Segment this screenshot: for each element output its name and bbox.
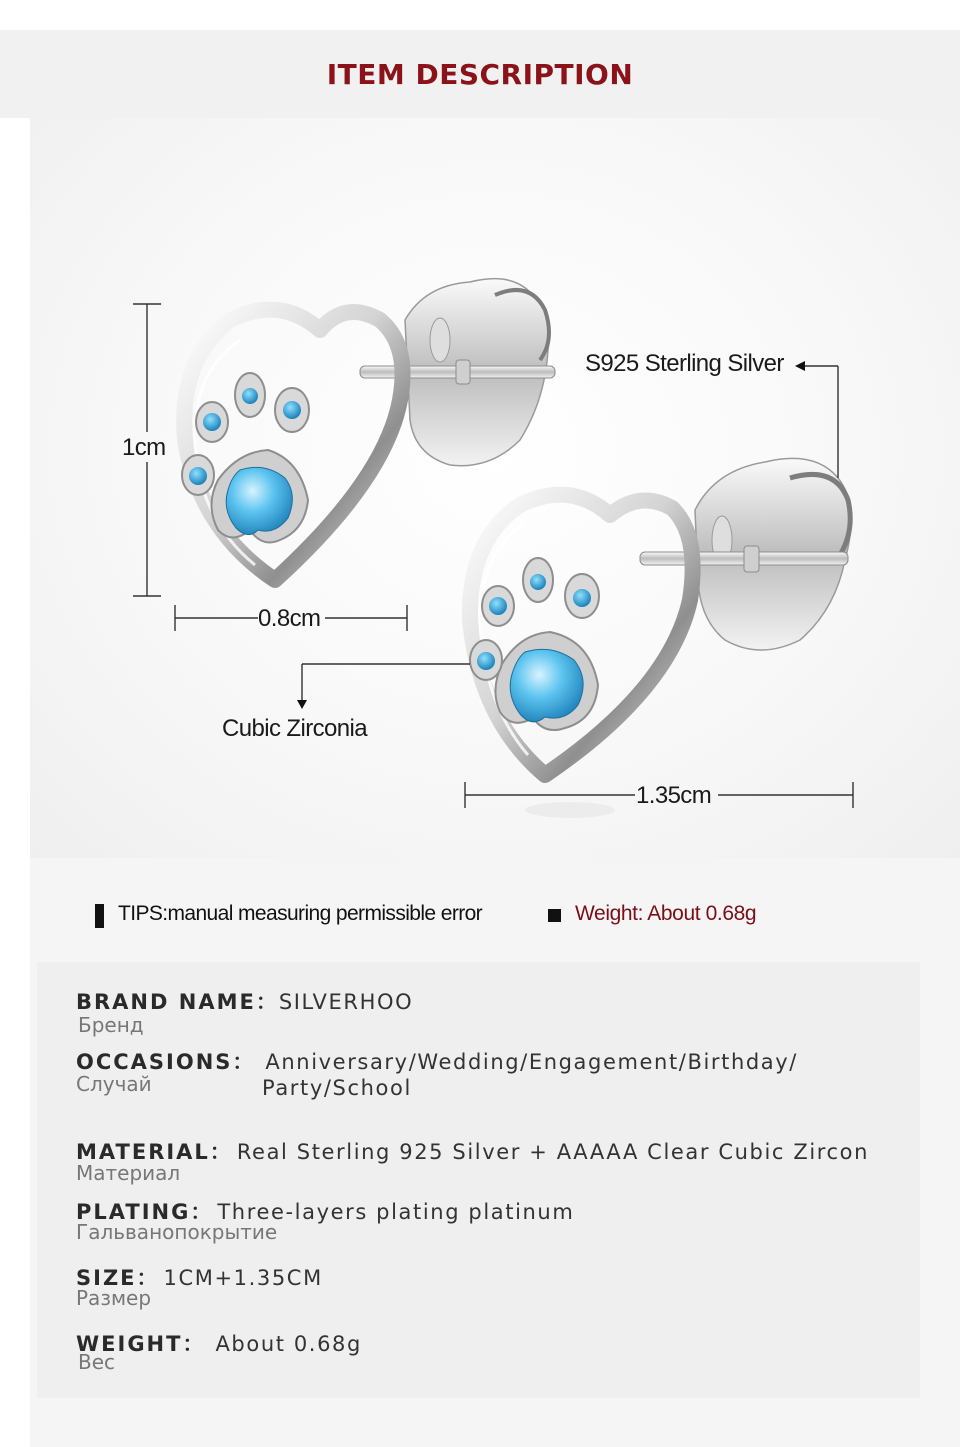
spec-brand-ru: Бренд <box>78 1013 144 1037</box>
weight-note: Weight: About 0.68g <box>575 902 757 925</box>
length-dimension-label: 1.35cm <box>636 782 712 809</box>
spec-weight <box>76 1328 362 1358</box>
spec-weight-value: About 0.68g <box>215 1332 362 1356</box>
spec-occasions-value2: Party/School <box>262 1076 412 1100</box>
spec-material-ru: Материал <box>76 1161 181 1185</box>
spec-occasions <box>76 1046 798 1076</box>
spec-brand-value: SILVERHOO <box>278 990 414 1014</box>
tips-text: TIPS:manual measuring permissible error <box>118 902 483 925</box>
spec-brand-key: BRAND NAME： <box>76 990 279 1014</box>
spec-occasions-ru: Случай <box>76 1072 152 1096</box>
front-earring <box>470 458 851 818</box>
spec-plating-key: PLATING： <box>76 1200 214 1224</box>
spec-material-key: MATERIAL： <box>76 1140 233 1164</box>
tips-marker <box>95 904 104 928</box>
spec-weight-ru: Вес <box>78 1350 116 1374</box>
spec-occasions-key: OCCASIONS： <box>76 1050 256 1074</box>
spec-material-value: Real Sterling 925 Silver + AAAAA Clear Cubic Zircon <box>236 1140 870 1164</box>
material-callout-label: S925 Sterling Silver <box>585 350 784 377</box>
spec-size-ru: Размер <box>76 1286 152 1310</box>
spec-occasions-value: Anniversary/Wedding/Engagement/Birthday/ <box>265 1050 798 1074</box>
spec-weight-key: WEIGHT： <box>76 1332 206 1356</box>
spec-brand <box>76 986 413 1016</box>
spec-plating-value: Three-layers plating platinum <box>217 1200 575 1224</box>
page-title: ITEM DESCRIPTION <box>326 58 634 91</box>
stone-callout-label: Cubic Zirconia <box>222 715 367 742</box>
width-dimension-label: 0.8cm <box>258 605 321 632</box>
spec-material <box>76 1136 869 1166</box>
spec-plating-ru: Гальванопокрытие <box>76 1220 278 1244</box>
height-dimension-label: 1cm <box>122 434 166 461</box>
spec-occasions-line2 <box>262 1076 412 1100</box>
weight-marker <box>548 909 561 922</box>
spec-size-value: 1CM+1.35CM <box>163 1266 323 1290</box>
spec-size-key: SIZE： <box>76 1266 160 1290</box>
